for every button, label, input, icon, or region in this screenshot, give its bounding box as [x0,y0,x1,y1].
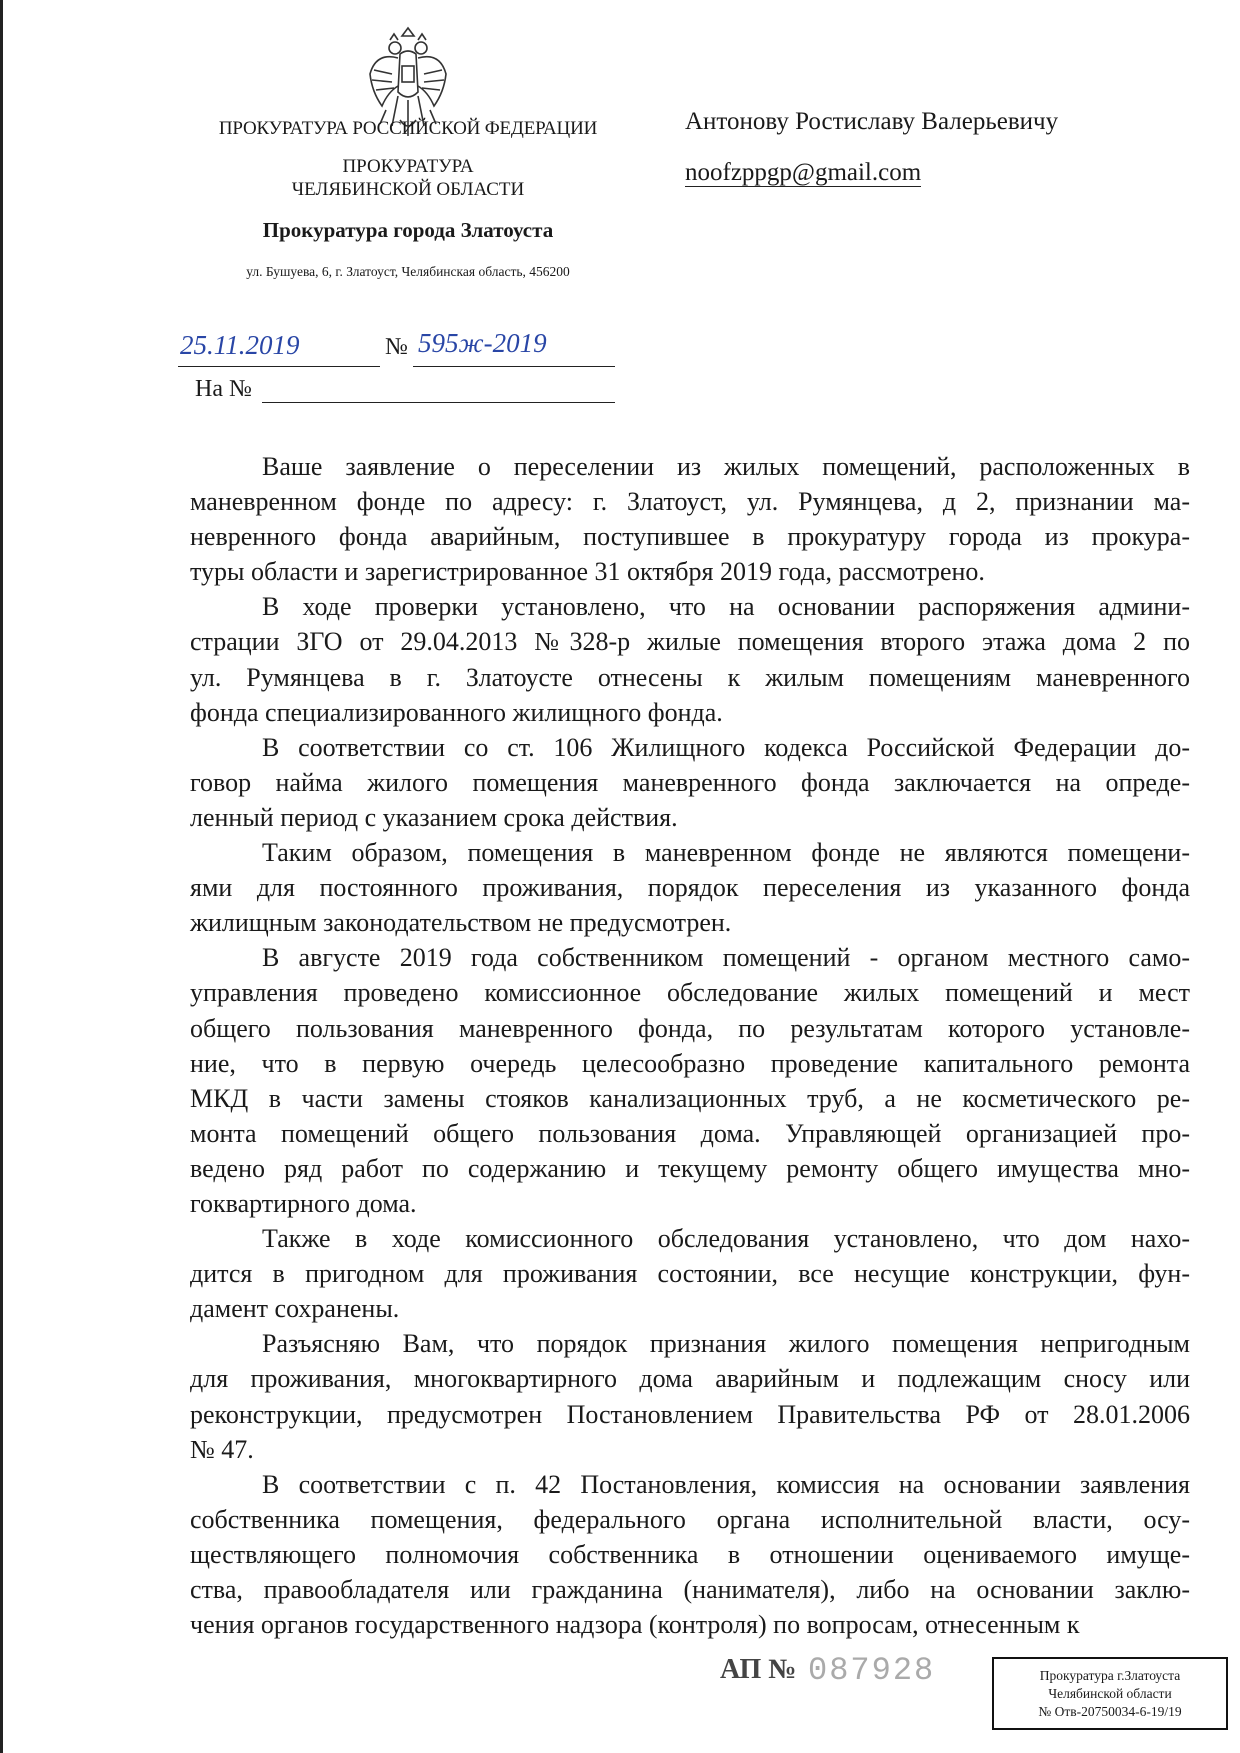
paragraph-line: ями для постоянного проживания, порядок переселения из указанного фонда [190,873,1190,903]
paragraph-line: невренного фонда аварийным, поступившее в прокуратуру города из прокура- [190,522,1190,552]
ap-label: АП № [720,1654,797,1685]
paragraph-line: ществляющего полномочия собственника в отношении оцениваемого имуще- [190,1539,1190,1569]
paragraph-line: ства, правообладателя или гражданина (нанимателя), либо на основании заклю- [190,1575,1190,1604]
paragraph-line: В ходе проверки установлено, что на основании распоряжения админи- [262,592,1190,622]
scan-edge [0,0,3,1753]
paragraph-line: Таким образом, помещения в маневренном фонде не являются помещени- [262,838,1190,868]
handwritten-date: 25.11.2019 [180,330,300,360]
paragraph-line: жилищным законодательством не предусмотрен. [190,908,732,938]
paragraph-line: маневренном фонде по адресу: г. Златоуст, ул. Румянцева, д 2, признании ма- [190,487,1190,517]
paragraph-line: № 47. [190,1434,254,1464]
date-underline [178,366,380,367]
paragraph-line: гоквартирного дома. [190,1188,417,1218]
paragraph-line: собственника помещения, федерального органа исполнительной власти, осу- [190,1504,1190,1534]
letter-body [190,449,1190,1642]
paragraph-line: чения органов государственного надзора (контроля) по вопросам, отнесенным к [190,1610,1080,1640]
paragraph-line: дится в пригодном для проживания состоянии, все несущие конструкции, фун- [190,1259,1190,1289]
header-address: ул. Бушуева, 6, г. Златоуст, Челябинская область, 456200 [246,264,570,279]
stamp-line: № Отв-20750034-6-19/19 [1038,1704,1182,1719]
paragraph-line: дамент сохранены. [190,1294,400,1324]
reference-label: На № [195,376,252,402]
paragraph-line: ведено ряд работ по содержанию и текущему ремонту общего имущества мно- [190,1153,1190,1183]
paragraph-line: В соответствии с п. 42 Постановления, комиссия на основании заявления [262,1469,1190,1499]
paragraph-line: для проживания, многоквартирного дома аварийным и подлежащим сносу или [190,1364,1190,1394]
paragraph-line: фонда специализированного жилищного фонда. [190,697,723,727]
paragraph-line: ленный период с указанием срока действия. [190,802,678,832]
registration-stamp [992,1657,1228,1730]
paragraph-line: Разъясняю Вам, что порядок признания жилого помещения непригодным [262,1329,1190,1359]
recipient-name: Антонову Ростиславу Валерьевичу [685,108,1059,135]
paragraph-line: ние, что в первую очередь целесообразно проведение капитального ремонта [190,1048,1190,1078]
number-underline [413,366,615,367]
paragraph-line: В соответствии со ст. 106 Жилищного кодекса Российской Федерации до- [262,732,1190,762]
handwritten-number: 595ж-2019 [418,328,547,358]
paragraph-line: реконструкции, предусмотрен Постановлением Правительства РФ от 28.01.2006 [190,1399,1190,1429]
header-city-prosecutor: Прокуратура города Златоуста [262,218,554,242]
paragraph-line: Ваше заявление о переселении из жилых помещений, расположенных в [262,452,1190,481]
stamp-line: Прокуратура г.Златоуста [1039,1668,1181,1683]
header-regional-line1: ПРОКУРАТУРА [342,156,474,177]
reference-underline [262,402,615,403]
paragraph-line: Также в ходе комиссионного обследования установлено, что дом нахо- [262,1224,1190,1254]
stamp-line: Челябинской области [1048,1686,1172,1701]
paragraph-line: В августе 2019 года собственником помещений - органом местного само- [262,943,1190,973]
ap-number: 087928 [808,1652,936,1689]
paragraph-line: страции ЗГО от 29.04.2013 №328-р жилые помещения второго этажа дома 2 по [190,627,1190,657]
header-federal-prosecutor: ПРОКУРАТУРА РОССИЙСКОЙ ФЕДЕРАЦИИ [218,118,598,139]
header-regional-line2: ЧЕЛЯБИНСКОЙ ОБЛАСТИ [291,179,525,200]
header-regional-prosecutor [180,155,636,201]
number-label: № [385,334,408,360]
paragraph-line: говор найма жилого помещения маневренного фонда заключается на опреде- [190,767,1190,797]
recipient-email[interactable]: noofzppgp@gmail.com [685,159,922,186]
paragraph-line: управления проведено комиссионное обследование жилых помещений и мест [190,978,1190,1008]
paragraph-line: ул. Румянцева в г. Златоусте отнесены к жилым помещениям маневренного [190,662,1190,692]
paragraph-line: МКД в части замены стояков канализационных труб, а не косметического ре- [190,1083,1190,1113]
paragraph-line: монта помещений общего пользования дома. Управляющей организацией про- [190,1118,1190,1148]
paragraph-line: общего пользования маневренного фонда, по результатам которого установле- [190,1013,1190,1043]
paragraph-line: туры области и зарегистрированное 31 октября 2019 года, рассмотрено. [190,557,985,587]
